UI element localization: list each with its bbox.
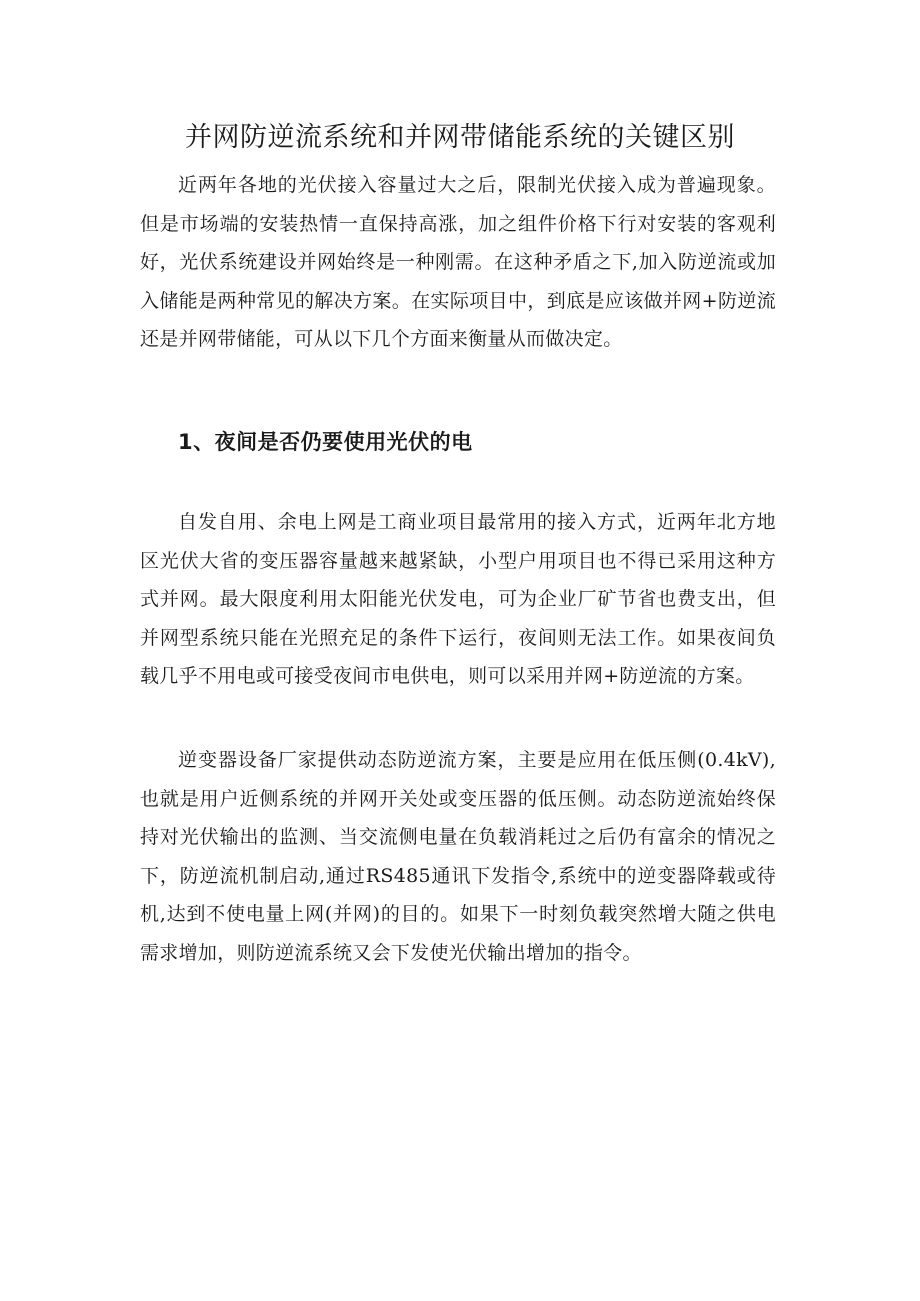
intro-paragraph: 近两年各地的光伏接入容量过大之后，限制光伏接入成为普遍现象。但是市场端的安装热情一直保持高涨，加之组件价格下行对安装的客观利好，光伏系统建设并网始终是一种刚需。在这种矛盾之下,加入防逆流或加入储能是两种常见的解决方案。在实际项目中，到底是应该做并网+防逆流还是并网带储能，可从以下几个方面来衡量从而做决定。: [140, 174, 776, 350]
section-paragraph-1: 自发自用、余电上网是工商业项目最常用的接入方式，近两年北方地区光伏大省的变压器容量越来越紧缺，小型户用项目也不得已采用这种方式并网。最大限度利用太阳能光伏发电，可为企业厂矿节省也费支出，但并网型系统只能在光照充足的条件下运行，夜间则无法工作。如果夜间负载几乎不用电或可接受夜间市电供电，则可以采用并网+防逆流的方案。: [140, 511, 776, 687]
document-title: 并网防逆流系统和并网带储能系统的关键区别: [185, 122, 735, 153]
section-heading: 1、夜间是否仍要使用光伏的电: [178, 430, 473, 454]
section-paragraph-2: 逆变器设备厂家提供动态防逆流方案，主要是应用在低压侧(0.4kV),也就是用户近侧系统的并网开关处或变压器的低压侧。动态防逆流始终保持对光伏输出的监测、当交流侧电量在负载消耗过之后仍有富余的情况之下，防逆流机制启动,通过RS485通讯下发指令,系统中的逆变器降载或待机,达到不使电量上网(并网)的目的。如果下一时刻负载突然增大随之供电需求增加，则防逆流系统又会下发使光伏输出增加的指令。: [140, 749, 776, 964]
